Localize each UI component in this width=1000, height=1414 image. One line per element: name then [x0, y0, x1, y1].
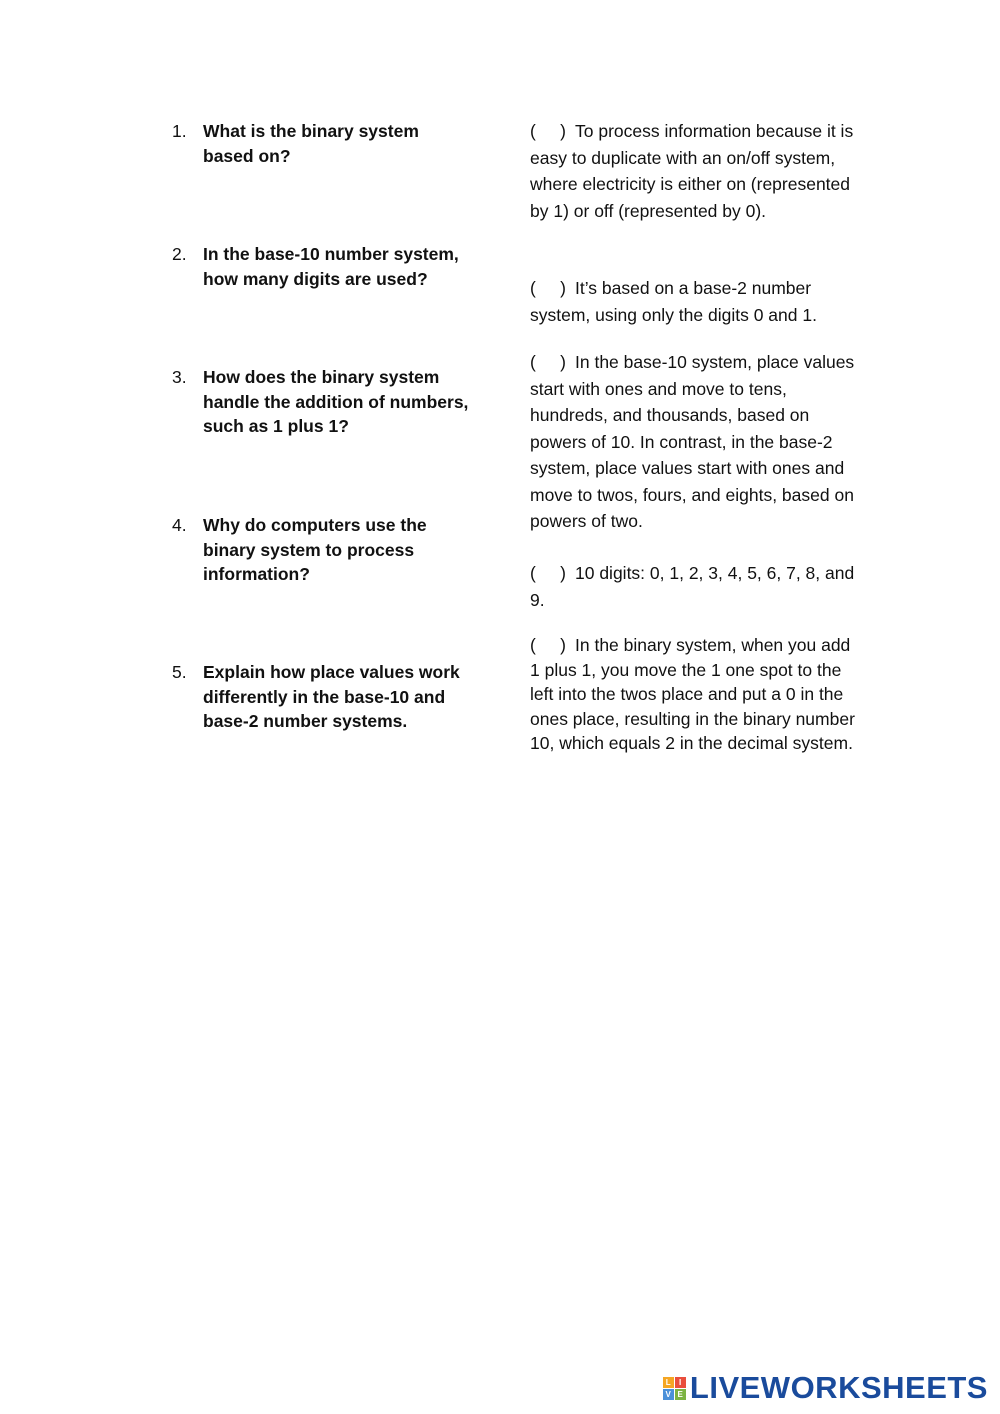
answer-text: It’s based on a base-2 number system, using only the digits 0 and 1.	[530, 278, 817, 325]
answer-text: In the binary system, when you add 1 plus 1, you move the 1 one spot to the left into the twos place and put a 0 in the ones place, resulting in the binary number 10, which equals 2 in the decimal system.	[530, 635, 855, 753]
logo-cell: L	[663, 1377, 674, 1388]
question-5	[172, 660, 472, 734]
logo-text: LIVEWORKSHEETS	[689, 1370, 988, 1405]
logo-cell: E	[675, 1389, 686, 1400]
question-text: Why do computers use the binary system to process information?	[203, 515, 427, 584]
logo-grid-icon	[663, 1377, 686, 1400]
liveworksheets-logo	[663, 1370, 988, 1406]
question-number: 5.	[172, 662, 187, 682]
answer-blank[interactable]: ( )	[530, 635, 566, 655]
answer-blank[interactable]: ( )	[530, 121, 566, 141]
question-number: 4.	[172, 515, 187, 535]
answer-option-2	[530, 275, 860, 328]
answer-blank[interactable]: ( )	[530, 278, 566, 298]
answer-blank[interactable]: ( )	[530, 352, 566, 372]
question-text: How does the binary system handle the addition of numbers, such as 1 plus 1?	[203, 367, 469, 436]
answer-option-3	[530, 349, 860, 535]
question-number: 3.	[172, 367, 187, 387]
question-number: 2.	[172, 244, 187, 264]
question-text: What is the binary system based on?	[203, 121, 419, 166]
answer-text: 10 digits: 0, 1, 2, 3, 4, 5, 6, 7, 8, and 9.	[530, 563, 855, 610]
logo-cell: I	[675, 1377, 686, 1388]
answer-text: To process information because it is easy to duplicate with an on/off system, where electricity is either on (represented by 1) or off (represented by 0).	[530, 121, 854, 221]
answer-option-1	[530, 118, 860, 224]
question-number: 1.	[172, 121, 187, 141]
question-1	[172, 119, 472, 168]
question-2	[172, 242, 472, 291]
logo-cell: V	[663, 1389, 674, 1400]
answer-option-4	[530, 560, 860, 613]
question-3	[172, 365, 472, 439]
question-4	[172, 513, 472, 587]
question-text: Explain how place values work differently in the base-10 and base-2 number systems.	[203, 662, 460, 731]
answer-option-5	[530, 633, 860, 756]
answer-blank[interactable]: ( )	[530, 563, 566, 583]
question-text: In the base-10 number system, how many digits are used?	[203, 244, 459, 289]
answer-text: In the base-10 system, place values start with ones and move to tens, hundreds, and thousands, based on powers of 10. In contrast, in the base-2 system, place values start with ones and move to twos, fours, and eights, based on powers of two.	[530, 352, 855, 531]
